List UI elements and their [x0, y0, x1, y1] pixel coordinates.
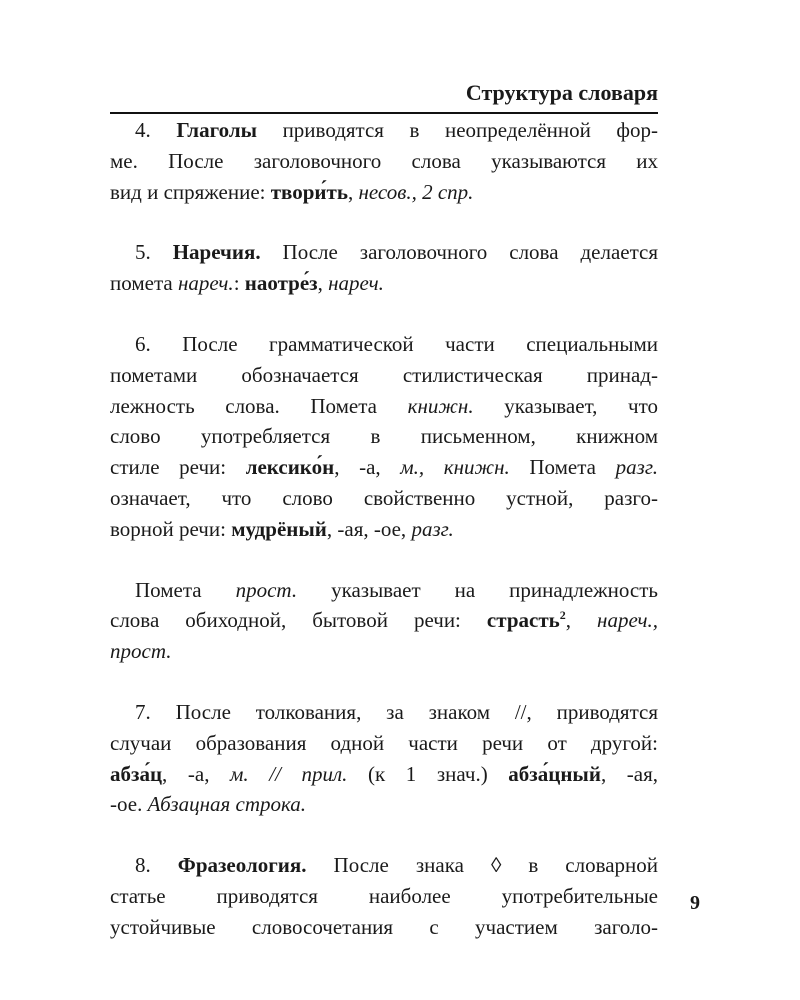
line: слова обиходной, бытовой речи: страсть$^2$, нареч., [110, 608, 659, 633]
line: прост. [110, 639, 172, 664]
line: слово употребляется в письменном, книжном [110, 424, 658, 449]
line: вид и спряжение: твори́ть, несов., 2 спр. [110, 179, 474, 204]
line: ворной речи: мудрёный, -ая, -ое, разг. [110, 516, 454, 541]
line: случаи образования одной части речи от другой: [110, 730, 658, 755]
page-number: 9 [690, 892, 700, 914]
line: 5. Наречия. После заголовочного слова делается [135, 240, 659, 265]
line: 6. После грамматической части специальными [135, 331, 658, 356]
line: абза́ц, -а, м. // прил. (к 1 знач.) абза́цный, -ая, [110, 761, 658, 786]
line: 4. Глаголы приводятся в неопределённой фор- [135, 118, 659, 142]
paragraph-7-derivation [110, 697, 658, 820]
paragraph-6-colloquial-mark [110, 575, 658, 667]
line: ме. После заголовочного слова указываются их [110, 148, 658, 173]
paragraph-8-phraseology [110, 850, 658, 942]
line: 8. Фразеология. После знака ◊ в словарной [135, 853, 659, 878]
paragraph-5-adverbs [110, 237, 658, 299]
line: лежность слова. Помета книжн. указывает, что [110, 393, 658, 418]
line: -ое. Абзацная строка. [110, 792, 307, 817]
line: статье приводятся наиболее употребительные [110, 883, 658, 908]
line: означает, что слово свойственно устной, разго- [110, 485, 658, 510]
line: помета нареч.: наотре́з, нареч. [110, 271, 384, 296]
running-head: Структура словаря [465, 80, 658, 105]
line: Помета прост. указывает на принадлежность [135, 577, 658, 602]
paragraph-4-verbs [110, 115, 658, 207]
paragraph-6-style-marks [110, 329, 658, 545]
line: 7. После толкования, за знаком //, приводятся [135, 699, 658, 724]
line: устойчивые словосочетания с участием заголо- [110, 914, 658, 939]
line: стиле речи: лексико́н, -а, м., книжн. Помета разг. [110, 455, 658, 480]
page-body [110, 112, 658, 973]
line: пометами обозначается стилистическая принад- [110, 362, 658, 387]
